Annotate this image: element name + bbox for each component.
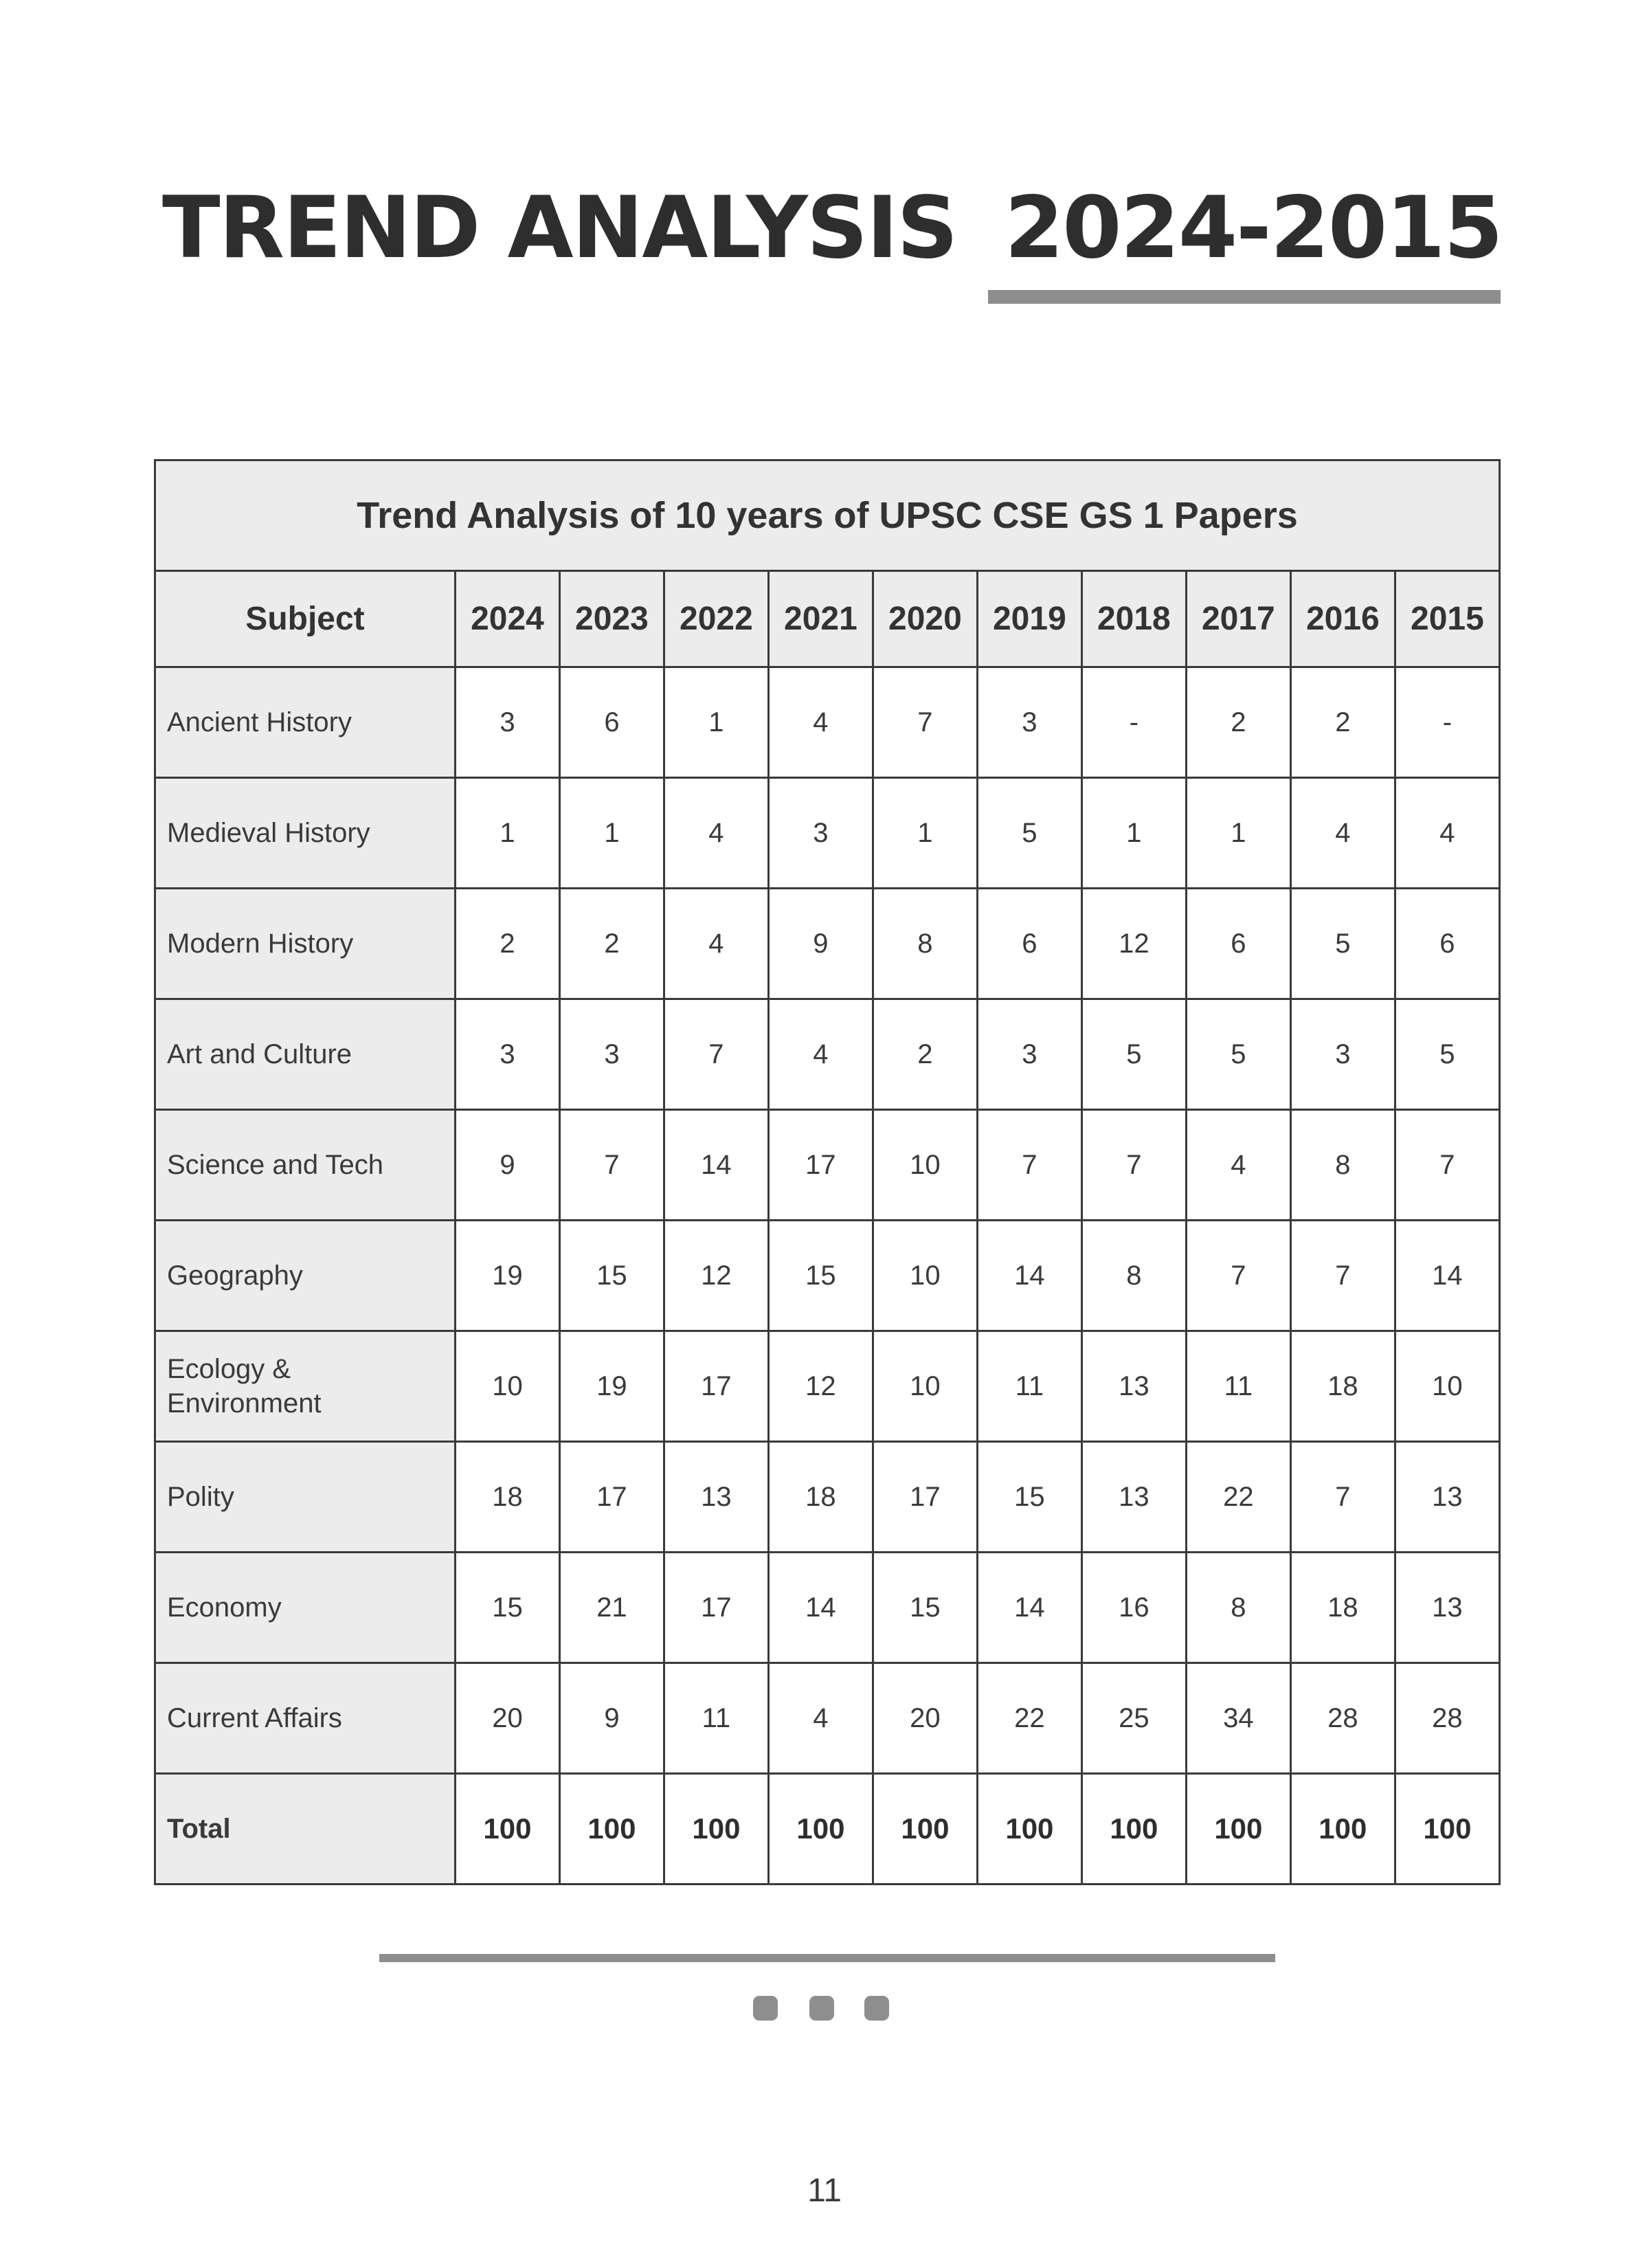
year-column-header: 2019	[977, 571, 1081, 667]
subject-cell: Medieval History	[155, 778, 456, 889]
value-cell: 11	[1186, 1331, 1290, 1442]
value-cell: 10	[873, 1331, 977, 1442]
year-column-header: 2015	[1395, 571, 1499, 667]
subject-cell: Science and Tech	[155, 1110, 456, 1221]
value-cell: 3	[977, 667, 1081, 778]
value-cell: 2	[873, 999, 977, 1110]
value-cell: 10	[455, 1331, 559, 1442]
value-cell: 14	[768, 1553, 873, 1663]
value-cell: 1	[559, 778, 664, 889]
value-cell: 4	[1395, 778, 1499, 889]
value-cell: 7	[1290, 1221, 1395, 1331]
value-cell: 12	[1081, 889, 1186, 999]
value-cell: 22	[977, 1663, 1081, 1774]
value-cell: 5	[1395, 999, 1499, 1110]
value-cell: -	[1395, 667, 1499, 778]
year-column-header: 2018	[1081, 571, 1186, 667]
table-row	[155, 999, 1500, 1110]
value-cell: 34	[1186, 1663, 1290, 1774]
value-cell: 3	[455, 667, 559, 778]
table-header-row	[155, 571, 1500, 667]
value-cell: 14	[977, 1553, 1081, 1663]
value-cell: 2	[1186, 667, 1290, 778]
value-cell: 4	[1186, 1110, 1290, 1221]
total-label: Total	[155, 1774, 456, 1885]
value-cell: 7	[1290, 1442, 1395, 1553]
total-value-cell: 100	[1081, 1774, 1186, 1885]
value-cell: 4	[664, 889, 768, 999]
value-cell: 15	[873, 1553, 977, 1663]
value-cell: 2	[455, 889, 559, 999]
value-cell: 6	[1395, 889, 1499, 999]
value-cell: 1	[873, 778, 977, 889]
table-row	[155, 1110, 1500, 1221]
value-cell: 4	[664, 778, 768, 889]
value-cell: 7	[664, 999, 768, 1110]
value-cell: 13	[1395, 1553, 1499, 1663]
table-row	[155, 1331, 1500, 1442]
value-cell: 6	[1186, 889, 1290, 999]
heading-underline	[988, 290, 1501, 304]
value-cell: 15	[768, 1221, 873, 1331]
total-value-cell: 100	[664, 1774, 768, 1885]
year-column-header: 2024	[455, 571, 559, 667]
value-cell: 4	[768, 667, 873, 778]
value-cell: 25	[1081, 1663, 1186, 1774]
total-value-cell: 100	[1186, 1774, 1290, 1885]
year-column-header: 2020	[873, 571, 977, 667]
value-cell: 8	[1290, 1110, 1395, 1221]
total-value-cell: 100	[768, 1774, 873, 1885]
value-cell: 7	[1081, 1110, 1186, 1221]
footer-divider	[379, 1954, 1275, 1962]
value-cell: 20	[873, 1663, 977, 1774]
dot-icon	[753, 1996, 778, 2021]
value-cell: 1	[1081, 778, 1186, 889]
value-cell: 9	[559, 1663, 664, 1774]
value-cell: 13	[1395, 1442, 1499, 1553]
value-cell: 3	[768, 778, 873, 889]
value-cell: 1	[664, 667, 768, 778]
total-value-cell: 100	[455, 1774, 559, 1885]
value-cell: 11	[664, 1663, 768, 1774]
table-row	[155, 1663, 1500, 1774]
value-cell: 17	[768, 1110, 873, 1221]
value-cell: -	[1081, 667, 1186, 778]
subject-cell: Current Affairs	[155, 1663, 456, 1774]
table-caption: Trend Analysis of 10 years of UPSC CSE GS 1 Papers	[155, 460, 1500, 571]
value-cell: 8	[1081, 1221, 1186, 1331]
value-cell: 3	[1290, 999, 1395, 1110]
value-cell: 11	[977, 1331, 1081, 1442]
value-cell: 18	[1290, 1331, 1395, 1442]
total-row	[155, 1774, 1500, 1885]
value-cell: 7	[559, 1110, 664, 1221]
subject-cell: Art and Culture	[155, 999, 456, 1110]
value-cell: 5	[1081, 999, 1186, 1110]
page-number: 11	[807, 2172, 842, 2209]
value-cell: 3	[977, 999, 1081, 1110]
value-cell: 17	[559, 1442, 664, 1553]
year-column-header: 2016	[1290, 571, 1395, 667]
value-cell: 21	[559, 1553, 664, 1663]
value-cell: 22	[1186, 1442, 1290, 1553]
value-cell: 6	[559, 667, 664, 778]
value-cell: 20	[455, 1663, 559, 1774]
value-cell: 7	[1395, 1110, 1499, 1221]
dot-icon	[809, 1996, 834, 2021]
year-column-header: 2022	[664, 571, 768, 667]
value-cell: 14	[977, 1221, 1081, 1331]
value-cell: 15	[977, 1442, 1081, 1553]
value-cell: 4	[1290, 778, 1395, 889]
value-cell: 3	[455, 999, 559, 1110]
value-cell: 5	[977, 778, 1081, 889]
total-value-cell: 100	[559, 1774, 664, 1885]
value-cell: 28	[1290, 1663, 1395, 1774]
value-cell: 4	[768, 1663, 873, 1774]
trend-table	[154, 459, 1501, 1885]
value-cell: 5	[1290, 889, 1395, 999]
value-cell: 28	[1395, 1663, 1499, 1774]
table-row	[155, 889, 1500, 999]
value-cell: 17	[664, 1553, 768, 1663]
page-heading	[0, 0, 1649, 344]
value-cell: 16	[1081, 1553, 1186, 1663]
subject-cell: Geography	[155, 1221, 456, 1331]
heading-years: 2024-2015	[1005, 179, 1502, 278]
year-column-header: 2021	[768, 571, 873, 667]
table-row	[155, 1553, 1500, 1663]
dot-icon	[864, 1996, 889, 2021]
value-cell: 15	[455, 1553, 559, 1663]
subject-cell: Modern History	[155, 889, 456, 999]
total-value-cell: 100	[873, 1774, 977, 1885]
subject-cell: Polity	[155, 1442, 456, 1553]
total-value-cell: 100	[977, 1774, 1081, 1885]
table-row	[155, 778, 1500, 889]
value-cell: 7	[1186, 1221, 1290, 1331]
decorative-dots	[753, 1996, 904, 2023]
value-cell: 14	[1395, 1221, 1499, 1331]
value-cell: 13	[1081, 1331, 1186, 1442]
value-cell: 1	[455, 778, 559, 889]
value-cell: 9	[455, 1110, 559, 1221]
value-cell: 19	[455, 1221, 559, 1331]
value-cell: 10	[873, 1110, 977, 1221]
value-cell: 18	[1290, 1553, 1395, 1663]
value-cell: 10	[1395, 1331, 1499, 1442]
subject-cell: Ancient History	[155, 667, 456, 778]
total-value-cell: 100	[1290, 1774, 1395, 1885]
value-cell: 17	[664, 1331, 768, 1442]
value-cell: 18	[768, 1442, 873, 1553]
value-cell: 6	[977, 889, 1081, 999]
value-cell: 9	[768, 889, 873, 999]
value-cell: 8	[873, 889, 977, 999]
value-cell: 13	[1081, 1442, 1186, 1553]
value-cell: 5	[1186, 999, 1290, 1110]
table-row	[155, 667, 1500, 778]
value-cell: 2	[559, 889, 664, 999]
value-cell: 12	[768, 1331, 873, 1442]
year-column-header: 2023	[559, 571, 664, 667]
subject-column-header: Subject	[155, 571, 456, 667]
value-cell: 1	[1186, 778, 1290, 889]
value-cell: 14	[664, 1110, 768, 1221]
value-cell: 19	[559, 1331, 664, 1442]
subject-cell: Ecology & Environment	[155, 1331, 456, 1442]
table-row	[155, 1221, 1500, 1331]
value-cell: 8	[1186, 1553, 1290, 1663]
value-cell: 10	[873, 1221, 977, 1331]
table-row	[155, 1442, 1500, 1553]
total-value-cell: 100	[1395, 1774, 1499, 1885]
value-cell: 2	[1290, 667, 1395, 778]
value-cell: 17	[873, 1442, 977, 1553]
value-cell: 4	[768, 999, 873, 1110]
year-column-header: 2017	[1186, 571, 1290, 667]
value-cell: 18	[455, 1442, 559, 1553]
value-cell: 3	[559, 999, 664, 1110]
subject-cell: Economy	[155, 1553, 456, 1663]
value-cell: 7	[873, 667, 977, 778]
value-cell: 7	[977, 1110, 1081, 1221]
value-cell: 13	[664, 1442, 768, 1553]
value-cell: 12	[664, 1221, 768, 1331]
heading-title: TREND ANALYSIS	[162, 179, 957, 278]
value-cell: 15	[559, 1221, 664, 1331]
